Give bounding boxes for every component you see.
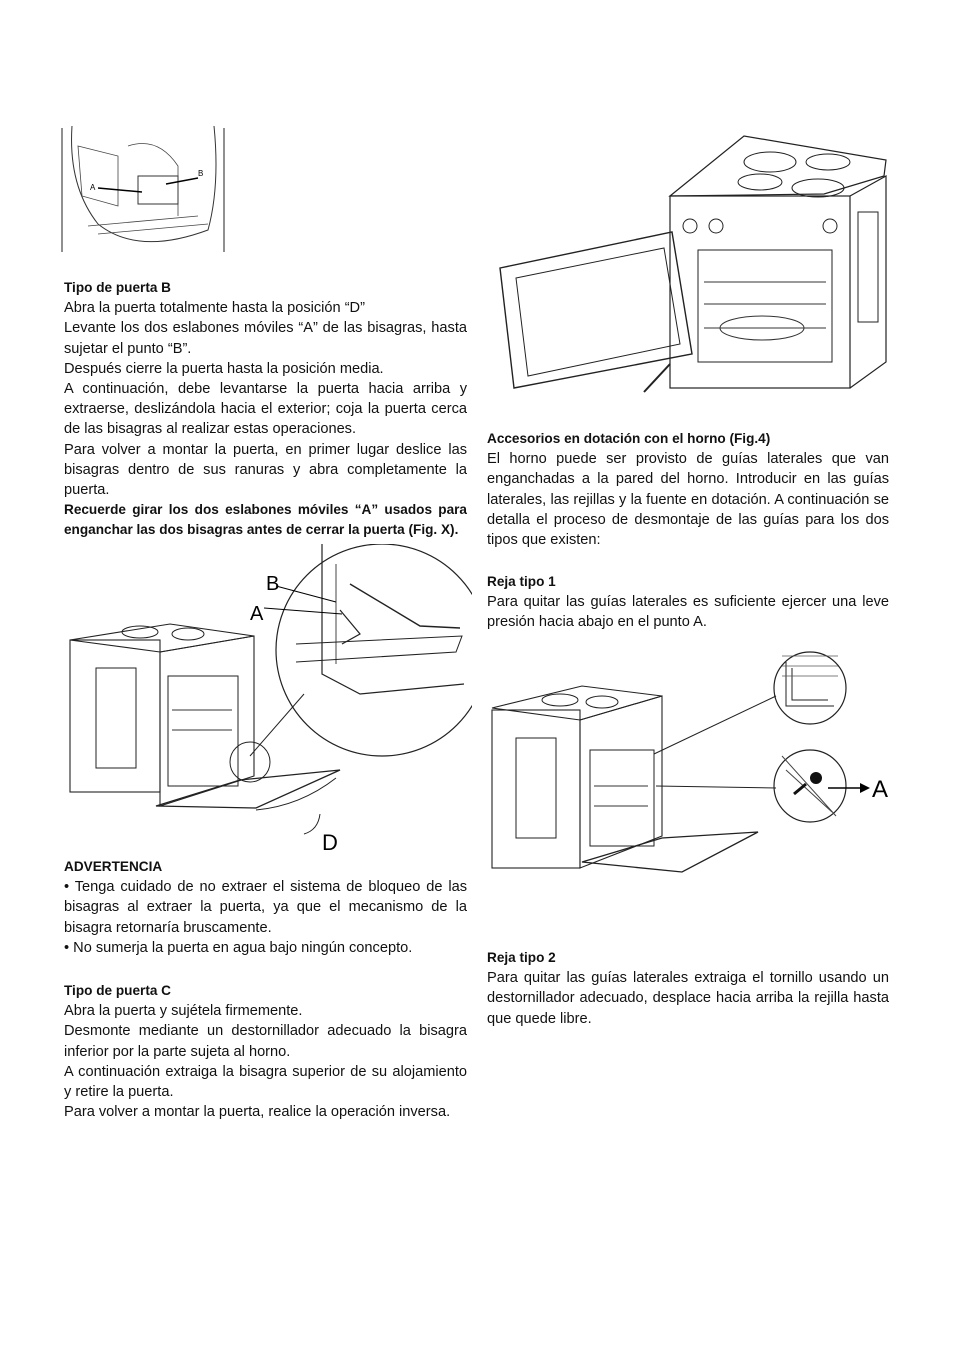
warning-section [64, 857, 467, 958]
warning-heading: ADVERTENCIA [64, 859, 163, 874]
rack2-section [487, 948, 889, 1029]
accessories-heading: Accesorios en dotación con el horno (Fig.4) [487, 431, 771, 446]
door-b-section [64, 278, 467, 541]
door-c-p4: Para volver a montar la puerta, realice la operación inversa. [64, 1104, 451, 1121]
door-b-p1: Abra la puerta totalmente hasta la posición “D” [64, 300, 365, 317]
oven-door-open-figure [494, 132, 894, 400]
door-b-heading: Tipo de puerta B [64, 280, 171, 295]
hinge-detail-figure [58, 126, 228, 256]
rack1-section [487, 572, 889, 633]
rack1-p1: Para quitar las guías laterales es suficiente ejercer una leve presión hacia abajo en el punto A. [487, 594, 889, 631]
oven-hinge-figure [60, 544, 472, 860]
rack1-heading: Reja tipo 1 [487, 574, 556, 589]
door-c-p3: A continuación extraiga la bisagra superior de su alojamiento y retire la puerta. [64, 1063, 467, 1101]
rack-type1-figure [486, 646, 896, 892]
door-b-p5: Para volver a montar la puerta, en primer lugar deslice las bisagras dentro de sus ranuras y abra completamente la puerta. [64, 441, 467, 499]
figure-label-a: A [250, 603, 264, 625]
rack-label-a: A [872, 776, 889, 803]
rack2-p1: Para quitar las guías laterales extraiga el tornillo usando un destornillador adecuado, desplace hacia arriba la rejilla hasta que quede libre. [487, 970, 889, 1027]
accessories-section [487, 429, 889, 550]
hinge-label-b: B [198, 169, 204, 178]
accessories-p1: El horno puede ser provisto de guías laterales que van enganchadas a la pared del horno. Introducir en las guías laterales, las rejillas y la fuente en dotación. A continuación se detalla el proceso de desmontaje de las guías para los dos tipos que existen: [487, 451, 889, 549]
warning-bullet-1: • Tenga cuidado de no extraer el sistema de bloqueo de las bisagras al extraer la puerta, ya que el mecanismo de la bisagra retornaría bruscamente. [64, 879, 467, 936]
door-c-heading: Tipo de puerta C [64, 983, 171, 998]
door-b-p2: Levante los dos eslabones móviles “A” de las bisagras, hasta sujetar el punto “B”. [64, 320, 467, 357]
rack2-heading: Reja tipo 2 [487, 950, 556, 965]
figure-label-d: D [322, 830, 338, 855]
figure-label-b: B [266, 573, 280, 595]
door-b-p3: Después cierre la puerta hasta la posición media. [64, 360, 384, 377]
door-c-p2: Desmonte mediante un destornillador adecuado la bisagra inferior por la parte sujeta al horno. [64, 1023, 467, 1060]
hinge-label-a: A [90, 183, 96, 192]
door-c-p1: Abra la puerta y sujétela firmemente. [64, 1003, 303, 1020]
door-b-p6: Recuerde girar los dos eslabones móviles “A” usados para enganchar las dos bisagras antes de cerrar la puerta (Fig. X). [64, 502, 467, 538]
door-b-p4: A continuación, debe levantarse la puerta hacia arriba y extraerse, deslizándola hacia el exterior; coja la puerta cerca de las bisagras al realizar estas operaciones. [64, 381, 467, 438]
warning-bullet-2: • No sumerja la puerta en agua bajo ningún concepto. [64, 939, 413, 956]
door-c-section [64, 981, 467, 1122]
